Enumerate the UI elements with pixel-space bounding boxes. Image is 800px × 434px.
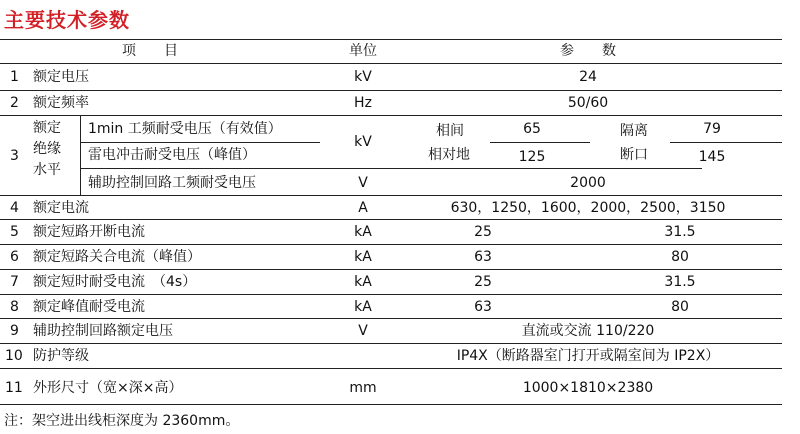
row-name: 额定电流 [33, 200, 89, 216]
ground-label: 相对地 [428, 147, 470, 163]
row3-group-divider [80, 115, 81, 195]
sub-item-lightning: 雷电冲击耐受电压（峰值） [88, 147, 256, 163]
break-label: 断口 [620, 147, 648, 163]
sub-item-aux: 辅助控制回路工频耐受电压 [88, 175, 256, 191]
row-value: 80 [671, 299, 689, 315]
row-no: 6 [10, 249, 19, 265]
row-divider [0, 195, 782, 196]
row-unit: Hz [354, 95, 372, 111]
row-value: 1000×1810×2380 [522, 380, 654, 396]
sub-item-power-freq: 1min 工频耐受电压（有效值） [88, 121, 282, 137]
iso-label: 隔离 [620, 123, 648, 139]
row-divider [0, 368, 782, 369]
row-value: 80 [671, 249, 689, 265]
group-label-1: 额定 [33, 120, 61, 136]
row-value: 25 [474, 274, 492, 290]
row-no: 4 [10, 200, 19, 216]
row-unit: V [358, 323, 368, 339]
row-value: 63 [474, 299, 492, 315]
row-no: 7 [10, 274, 19, 290]
iso-value: 79 [703, 121, 721, 137]
row-no: 11 [5, 380, 23, 396]
row-no: 9 [10, 323, 19, 339]
row-value: 50/60 [567, 95, 609, 111]
row-name: 额定短路开断电流 [33, 224, 145, 240]
row-value: 24 [579, 69, 597, 85]
row-unit: kA [354, 224, 372, 240]
row-no: 5 [10, 224, 19, 240]
row-name: 额定频率 [33, 95, 89, 111]
ground-value: 125 [518, 149, 546, 165]
row-no: 3 [10, 148, 19, 164]
row-name: 额定峰值耐受电流 [33, 299, 145, 315]
row-divider [0, 219, 782, 220]
table-bottom-rule [0, 404, 782, 405]
row-divider [0, 318, 782, 319]
table-top-rule [0, 39, 782, 40]
row3-sub-rule [80, 142, 320, 143]
row-divider [0, 90, 782, 91]
row-unit: V [358, 175, 368, 191]
row-value: 63 [474, 249, 492, 265]
row-name: 防护等级 [33, 348, 89, 364]
row-unit: kA [354, 299, 372, 315]
phase-label: 相间 [436, 123, 464, 139]
group-label-2: 绝缘 [33, 141, 61, 157]
row-value: 630，1250，1600，2000，2500，3150 [450, 200, 726, 216]
group-label-3: 水平 [33, 162, 61, 178]
iso-value-rule [670, 142, 782, 143]
row-no: 2 [10, 95, 19, 111]
row-name: 外形尺寸（宽×深×高） [33, 380, 183, 396]
break-value: 145 [698, 149, 726, 165]
header-bottom-rule [0, 63, 782, 64]
row-no: 10 [5, 348, 23, 364]
row-name: 辅助控制回路额定电压 [33, 323, 173, 339]
row-name: 额定短时耐受电流 （4s） [33, 274, 197, 290]
row-value: IP4X（断路器室门打开或隔室间为 IP2X） [456, 348, 720, 364]
row-unit: mm [349, 380, 377, 396]
row-divider [0, 294, 782, 295]
header-item: 项 目 [122, 43, 178, 59]
row-unit: kV [354, 69, 372, 85]
row-value: 直流或交流 110/220 [521, 323, 655, 339]
aux-value: 2000 [570, 175, 606, 191]
row-divider [0, 269, 782, 270]
row-name: 额定电压 [33, 69, 89, 85]
header-unit: 单位 [349, 43, 377, 59]
phase-value: 65 [523, 121, 541, 137]
row-unit: A [358, 200, 368, 216]
row-unit: kV [354, 134, 372, 150]
row3-inner-rule [80, 168, 702, 169]
row-divider [0, 343, 782, 344]
row-divider [0, 244, 782, 245]
row-unit: kA [354, 249, 372, 265]
row-name: 额定短路关合电流（峰值） [33, 249, 201, 265]
phase-value-rule [490, 142, 590, 143]
row-no: 8 [10, 299, 19, 315]
row-value: 31.5 [664, 224, 696, 240]
row-unit: kA [354, 274, 372, 290]
row-no: 1 [10, 69, 19, 85]
header-param: 参 数 [560, 43, 616, 59]
row-value: 25 [474, 224, 492, 240]
footnote: 注：架空进出线柜深度为 2360mm。 [4, 413, 240, 429]
row-value: 31.5 [664, 274, 696, 290]
page-title: 主要技术参数 [4, 8, 130, 32]
row-divider [0, 115, 782, 116]
